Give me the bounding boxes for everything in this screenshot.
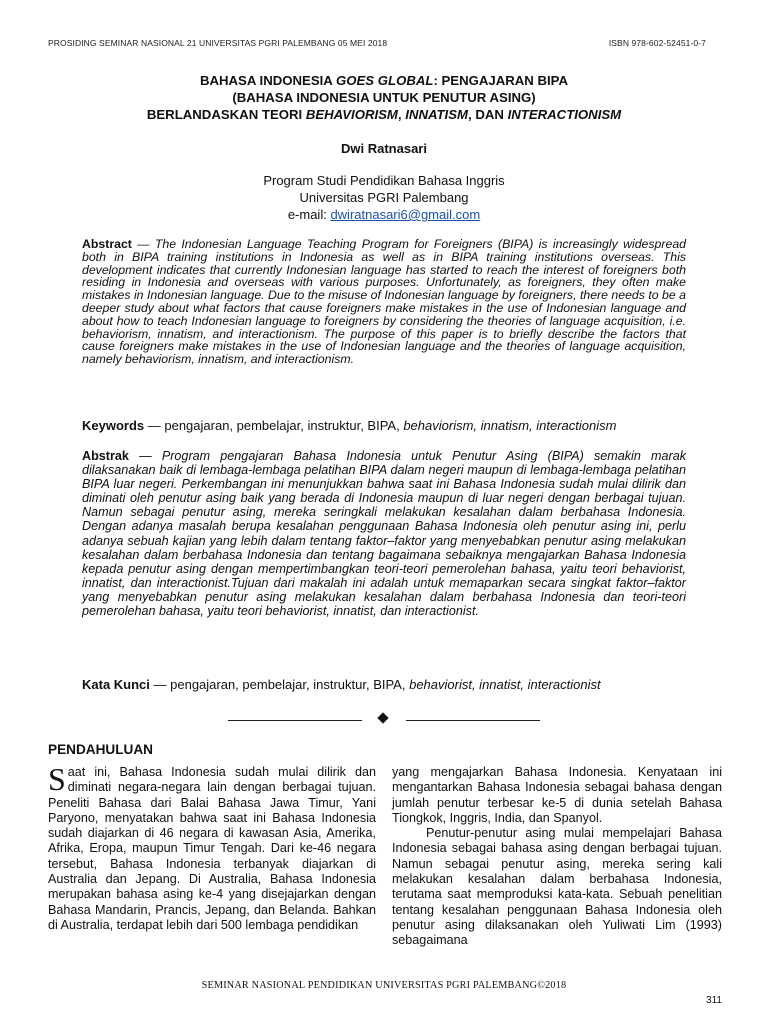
affiliation [48, 172, 720, 223]
author-name: Dwi Ratnasari [341, 141, 427, 156]
body-column-right [392, 765, 722, 949]
title-italic: INTERACTIONISM [507, 107, 622, 122]
title-line-1 [48, 72, 720, 89]
body-paragraph: Penutur-penutur asing mulai mempelajari Bahasa Indonesia sebagai bahasa asing dengan berbagai tujuan. Namun sebagai penutur asing, mereka sering kali melakukan kesalahan dalam berbahasa Indonesia, terutama saat memproduksi kata-kata. Sebuah penelitian tentang kesalahan penggunaan Bahasa Indonesia oleh penutur asing dilaksanakan oleh Yuliwati Lim (1993) sebagaimana [392, 826, 722, 948]
paper-title [48, 72, 720, 123]
keywords-label: Keywords [82, 418, 145, 433]
title-text: , DAN [468, 107, 508, 122]
divider-line-left [228, 720, 362, 721]
title-text: BERLANDASKAN TEORI [146, 107, 306, 122]
title-text: BAHASA INDONESIA [199, 73, 336, 88]
diamond-icon [377, 712, 388, 723]
abstract-label: Abstract [82, 237, 132, 251]
title-text: : PENGAJARAN BIPA [433, 73, 569, 88]
abstrak-label: Abstrak [82, 449, 129, 463]
title-italic: GOES GLOBAL [336, 73, 434, 88]
abstract-text: — The Indonesian Language Teaching Program for Foreigners (BIPA) is increasingly widespread both in BIPA training institutions in Indonesia as well as in BIPA training institutions overseas. This development indicates that currently Indonesian language has started to reach the interest of foreigners both residing in Indonesia and overseas with various purposes. Unfortunately, as foreigners, they often make mistakes in Indonesian language. Due to the misuse of Indonesian language by foreigners, there needs to be a deeper study about what factors that cause foreigners make mistakes in the use of Indonesian language and about how to teach Indonesian language to foreigners by considering the theories of language acquisition, i.e. behaviorism, innatism, and interactionism. The purpose of this paper is to briefly describe the factors that cause foreigners make mistakes in the use of Indonesian language and the theories of language acquisition, namely behaviorism, innatism, and interactionism. [82, 237, 686, 367]
keywords-text: — pengajaran, pembelajar, instruktur, BIPA, [144, 418, 404, 433]
email-link[interactable]: dwiratnasari6@gmail.com [330, 207, 481, 222]
abstrak-text: — Program pengajaran Bahasa Indonesia untuk Penutur Asing (BIPA) semakin marak dilaksanakan baik di lembaga-lembaga pelatihan BIPA dalam negeri maupun di lembaga-lembaga pelatihan BIPA luar negeri. Perkembangan ini menunjukkan bahwa saat ini Bahasa Indonesia sudah mulai dilirik dan diminati oleh penutur asing baik yang berada di Indonesia maupun di luar negeri dengan berbagai tujuan. Namun sebagai penutur asing, mereka seringkali melakukan kesalahan dalam berbahasa Indonesia. Dengan adanya masalah berupa kesalahan penggunaan Bahasa Indonesia oleh penutur asing ini, perlu adanya sebuah kajian yang lebih dalam tentang faktor–faktor yang menyebabkan penutur asing melakukan kesalahan dalam berbahasa Indonesia dan tentang bagaimana sebaiknya mengajarkan Bahasa Indonesia kepada penutur asing dengan mempertimbangkan teori-teori pemerolehan bahasa, yaitu teori behaviorist, innatist, dan interactionist.Tujuan dari makalah ini adalah untuk memaparkan secara singkat faktor–faktor yang menyebabkan penutur asing melakukan kesalahan dalam berbahasa Indonesia dan teori-teori pemerolehan bahasa, yaitu teori behaviorist, innatist, dan interactionist. [82, 449, 686, 619]
title-line-3 [48, 106, 720, 123]
page-footer: SEMINAR NASIONAL PENDIDIKAN UNIVERSITAS PGRI PALEMBANG©2018 [201, 980, 567, 991]
body-text-left: aat ini, Bahasa Indonesia sudah mulai dilirik dan diminati negara-negara lain dengan berbagai tujuan. Peneliti Bahasa dari Balai Bahasa Jawa Timur, Yani Paryono, menyatakan bahwa saat ini Bahasa Indonesia sudah diajarkan di 46 negara di kawasan Asia, Amerika, Afrika, Eropa, maupun Timur Tengah. Dari ke-46 negara tersebut, Bahasa Indonesia terbanyak diajarkan di Australia dan Jepang. Di Australia, Bahasa Indonesia merupakan bahasa asing ke-4 yang disejajarkan dengan Bahasa Mandarin, Prancis, Jepang, dan Belanda. Bahkan di Australia, terdapat lebih dari 500 lembaga pendidikan [48, 765, 376, 932]
affiliation-program: Program Studi Pendidikan Bahasa Inggris [263, 173, 505, 188]
drop-cap: S [48, 761, 66, 797]
keywords-italic: behaviorism, innatism, interactionism [403, 418, 617, 433]
title-text: , [397, 107, 406, 122]
kata-kunci-italic: behaviorist, innatist, interactionist [409, 677, 601, 692]
affiliation-email-line [48, 206, 720, 223]
kata-kunci-text: — pengajaran, pembelajar, instruktur, BIPA, [149, 677, 410, 692]
kata-kunci-paragraph [82, 677, 686, 692]
kata-kunci-label: Kata Kunci [82, 677, 150, 692]
keywords-paragraph [82, 418, 686, 433]
running-header-isbn: ISBN 978-602-52451-0-7 [608, 38, 706, 48]
page-number: 311 [706, 995, 722, 1006]
affiliation-university: Universitas PGRI Palembang [299, 190, 469, 205]
divider-line-right [406, 720, 540, 721]
abstrak-paragraph [82, 449, 686, 618]
email-label: e-mail: [287, 207, 331, 222]
section-heading: PENDAHULUAN [48, 742, 153, 757]
section-divider [228, 712, 540, 726]
title-line-2: (BAHASA INDONESIA UNTUK PENUTUR ASING) [232, 90, 536, 105]
title-italic: BEHAVIORISM [305, 107, 398, 122]
running-header-left: PROSIDING SEMINAR NASIONAL 21 UNIVERSITAS PGRI PALEMBANG 05 MEI 2018 [48, 38, 388, 48]
body-paragraph: yang mengajarkan Bahasa Indonesia. Kenyataan ini mengantarkan Bahasa Indonesia sebagai bahasa dengan jumlah penutur terbesar ke-5 di dunia setelah Bahasa Tiongkok, Inggris, India, dan Spanyol. [392, 765, 722, 825]
body-column-left [48, 761, 376, 933]
abstract-paragraph [82, 238, 686, 366]
title-italic: INNATISM [405, 107, 469, 122]
